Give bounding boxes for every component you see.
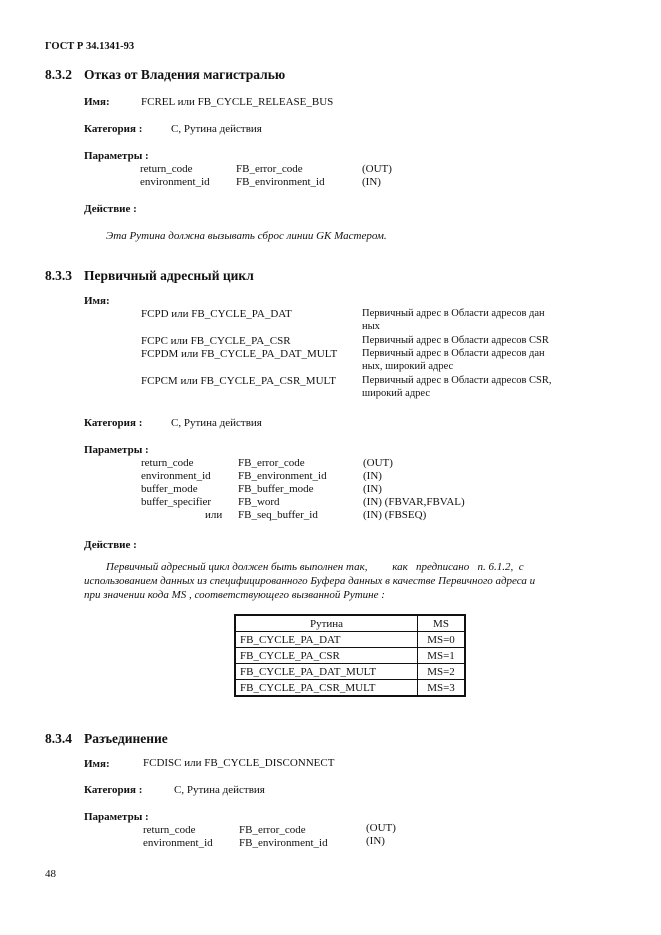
category-label: Категория : — [84, 123, 143, 135]
section-title-8-3-4: Разъединение — [84, 731, 168, 746]
param-name: environment_id — [141, 470, 211, 482]
param-type: FB_error_code — [238, 457, 305, 469]
section-number-8-3-3: 8.3.3 — [45, 268, 72, 283]
action-text-line: использованием данных из специфицированного Буфера данных в качестве Первичного адреса и — [84, 575, 536, 587]
param-name: return_code — [141, 457, 194, 469]
routine-desc: Первичный адрес в Области адресов CSR, — [362, 375, 552, 386]
param-type: FB_environment_id — [238, 470, 327, 482]
table-row — [235, 632, 465, 648]
routine-desc: ных — [362, 321, 380, 332]
param-dir: (OUT) — [363, 457, 393, 469]
name-label: Имя: — [84, 295, 110, 307]
table-cell: MS=3 — [418, 680, 466, 697]
table-row — [235, 680, 465, 697]
param-type: FB_error_code — [239, 824, 306, 836]
page-number: 48 — [45, 868, 56, 880]
section-title-8-3-2: Отказ от Владения магистралью — [84, 67, 286, 82]
action-label: Действие : — [84, 203, 137, 215]
routine-name: FCDISC или FB_CYCLE_DISCONNECT — [143, 757, 335, 769]
routine-desc: Первичный адрес в Области адресов дан — [362, 308, 545, 319]
table-cell: MS=2 — [418, 664, 466, 680]
param-name: return_code — [143, 824, 196, 836]
param-type: FB_seq_buffer_id — [238, 509, 318, 521]
routine-desc: Первичный адрес в Области адресов CSR — [362, 335, 549, 346]
table-cell: FB_CYCLE_PA_DAT_MULT — [235, 664, 418, 680]
action-text-line: Первичный адресный цикл должен быть выполнен так, как предписано п. 6.1.2, с — [106, 561, 524, 573]
section-title-8-3-3: Первичный адресный цикл — [84, 268, 254, 283]
param-dir: (IN) (FBSEQ) — [363, 509, 427, 521]
category-value: С, Рутина действия — [171, 123, 262, 135]
table-cell: MS=1 — [418, 648, 466, 664]
running-header: ГОСТ Р 34.1341-93 — [45, 41, 135, 52]
params-label: Параметры : — [84, 444, 149, 456]
param-dir: (IN) (FBVAR,FBVAL) — [363, 496, 465, 508]
table-header: Рутина — [235, 615, 418, 632]
param-name: environment_id — [143, 837, 213, 849]
param-type: FB_buffer_mode — [238, 483, 314, 495]
param-dir: (IN) — [363, 483, 382, 495]
routine-desc: ных, широкий адрес — [362, 361, 454, 372]
table-row — [235, 664, 465, 680]
category-value: С, Рутина действия — [174, 784, 265, 796]
routine-name: FCPCM или FB_CYCLE_PA_CSR_MULT — [141, 375, 336, 387]
table-row — [235, 648, 465, 664]
param-name: return_code — [140, 163, 193, 175]
param-type: FB_environment_id — [239, 837, 328, 849]
action-label: Действие : — [84, 539, 137, 551]
table-header: MS — [418, 615, 466, 632]
param-name: environment_id — [140, 176, 210, 188]
action-text-line: при значении кода MS , соответствующего вызванной Рутине : — [84, 589, 385, 601]
param-dir: (OUT) — [362, 163, 392, 175]
name-label: Имя: — [84, 758, 110, 770]
routine-name: FCPDM или FB_CYCLE_PA_DAT_MULT — [141, 348, 338, 360]
table-cell: MS=0 — [418, 632, 466, 648]
param-dir: (IN) — [363, 470, 382, 482]
routine-ms-table — [234, 614, 466, 697]
param-dir: (IN) — [366, 835, 385, 847]
param-name: buffer_specifier — [141, 496, 212, 508]
routine-name: FCPD или FB_CYCLE_PA_DAT — [141, 308, 292, 320]
param-dir: (IN) — [362, 176, 381, 188]
routine-desc: Первичный адрес в Области адресов дан — [362, 348, 545, 359]
section-number-8-3-4: 8.3.4 — [45, 731, 72, 746]
category-value: С, Рутина действия — [171, 417, 262, 429]
table-cell: FB_CYCLE_PA_DAT — [235, 632, 418, 648]
section-number-8-3-2: 8.3.2 — [45, 67, 72, 82]
category-label: Категория : — [84, 784, 143, 796]
param-name: buffer_mode — [141, 483, 198, 495]
param-type: FB_error_code — [236, 163, 303, 175]
action-text: Эта Рутина должна вызывать сброс линии GK Мастером. — [106, 230, 387, 242]
table-cell: FB_CYCLE_PA_CSR — [235, 648, 418, 664]
routine-name: FCREL или FB_CYCLE_RELEASE_BUS — [141, 96, 334, 108]
or-label: или — [205, 509, 223, 521]
param-type: FB_environment_id — [236, 176, 325, 188]
params-label: Параметры : — [84, 811, 149, 823]
routine-name: FCPC или FB_CYCLE_PA_CSR — [141, 335, 291, 347]
category-label: Категория : — [84, 417, 143, 429]
param-dir: (OUT) — [366, 822, 396, 834]
table-cell: FB_CYCLE_PA_CSR_MULT — [235, 680, 418, 697]
params-label: Параметры : — [84, 150, 149, 162]
table-header-row — [235, 615, 465, 632]
param-type: FB_word — [238, 496, 280, 508]
routine-desc: широкий адрес — [362, 388, 431, 399]
name-label: Имя: — [84, 96, 110, 108]
